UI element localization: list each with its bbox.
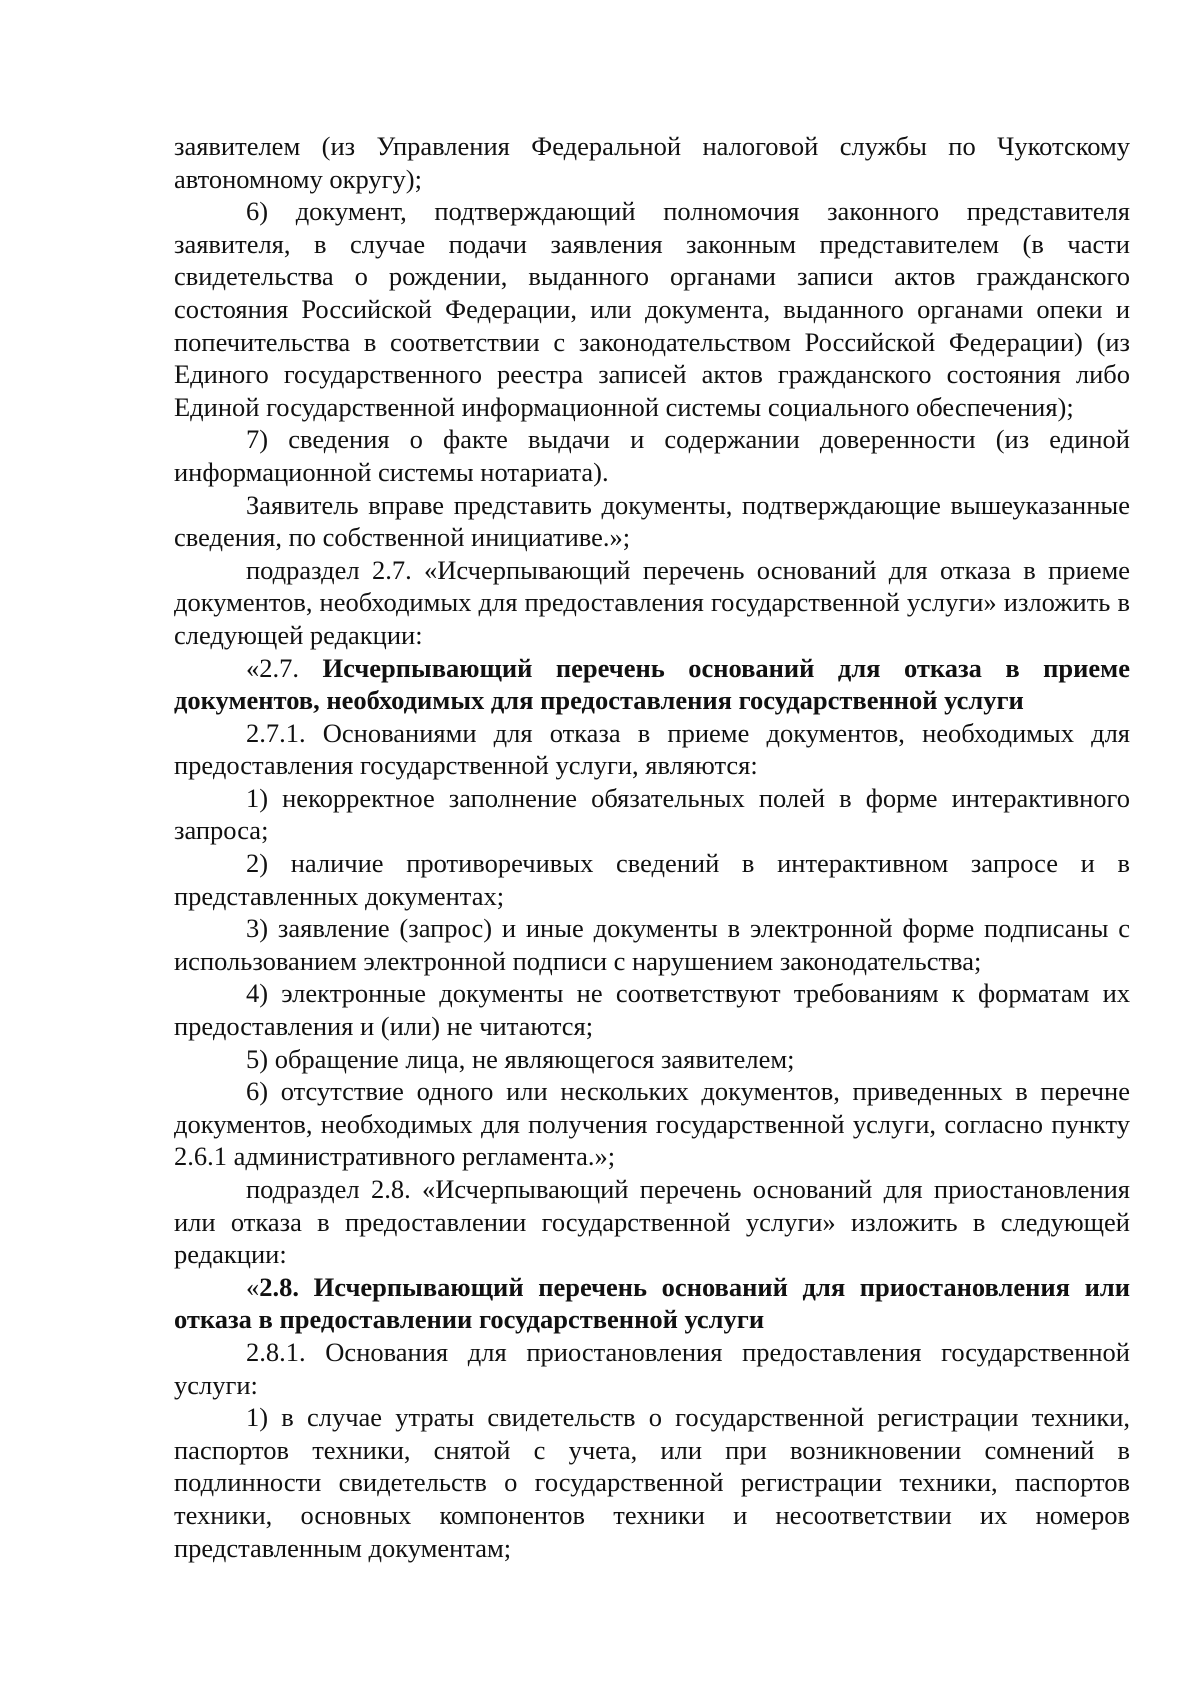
paragraph-subsection-2-7-intro: подраздел 2.7. «Исчерпывающий перечень оснований для отказа в приеме документов, необходимых для предоставления государственной услуги» изложить в следующей редакции: <box>174 554 1130 650</box>
paragraph-item-7-power-of-attorney: 7) сведения о факте выдачи и содержании доверенности (из единой информационной системы нотариата). <box>174 424 1130 487</box>
paragraph-2-7-1: 2.7.1. Основаниями для отказа в приеме документов, необходимых для предоставления государственной услуги, являются: <box>174 717 1130 781</box>
paragraph-applicant-right: Заявитель вправе представить документы, подтверждающие вышеуказанные сведения, по собственной инициативе.»; <box>174 489 1130 553</box>
paragraph-applicant-tax-service: заявителем (из Управления Федеральной налоговой службы по Чукотскому автономному округу); <box>174 131 1130 194</box>
document-body <box>174 130 1130 1564</box>
list-item-2-7-1-5: 5) обращение лица, не являющегося заявителем; <box>246 1043 795 1074</box>
list-item-2-8-1-1: 1) в случае утраты свидетельств о государственной регистрации техники, паспортов техники, снятой с учета, или при возникновении сомнений в подлинности свидетельств о государственной регистрации техники, паспортов техники, основных компонентов техники и несоответствии их номеров представленным документам; <box>174 1402 1130 1563</box>
list-item-2-7-1-3: 3) заявление (запрос) и иные документы в электронной форме подписаны с использованием электронной подписи с нарушением законодательства; <box>174 913 1130 976</box>
paragraph-item-6-representative: 6) документ, подтверждающий полномочия законного представителя заявителя, в случае подачи заявления законным представителем (в части свидетельства о рождении, выданного органами записи актов гражданского состояния Российской Федерации, или документа, выданного органами опеки и попечительства в соответствии с законодательством Российской Федерации) (из Единого государственного реестра записей актов гражданского состояния либо Единой государственной информационной системы социального обеспечения); <box>174 196 1130 422</box>
paragraph-subsection-2-8-intro: подраздел 2.8. «Исчерпывающий перечень оснований для приостановления или отказа в предоставлении государственной услуги» изложить в следующей редакции: <box>174 1174 1130 1270</box>
heading-2-7-number: «2.7. <box>246 652 323 683</box>
list-item-2-7-1-6: 6) отсутствие одного или нескольких документов, приведенных в перечне документов, необходимых для получения государственной услуги, согласно пункту 2.6.1 административного регламента.»; <box>174 1076 1130 1172</box>
heading-2-7 <box>174 652 1130 717</box>
heading-2-8-title: 2.8. Исчерпывающий перечень оснований для приостановления или отказа в предоставлении государственной услуги <box>174 1271 1130 1335</box>
list-item-2-7-1-4: 4) электронные документы не соответствуют требованиям к форматам их предоставления и (или) не читаются; <box>174 978 1130 1042</box>
list-item-2-7-1-1: 1) некорректное заполнение обязательных полей в форме интерактивного запроса; <box>174 782 1130 846</box>
heading-2-7-title: Исчерпывающий перечень оснований для отказа в приеме документов, необходимых для предоставления государственной услуги <box>174 652 1130 716</box>
heading-2-8 <box>174 1271 1130 1336</box>
heading-2-8-quote: « <box>246 1271 260 1302</box>
paragraph-2-8-1: 2.8.1. Основания для приостановления предоставления государственной услуги: <box>174 1336 1130 1400</box>
list-item-2-7-1-2: 2) наличие противоречивых сведений в интерактивном запросе и в представленных документах; <box>174 848 1130 911</box>
